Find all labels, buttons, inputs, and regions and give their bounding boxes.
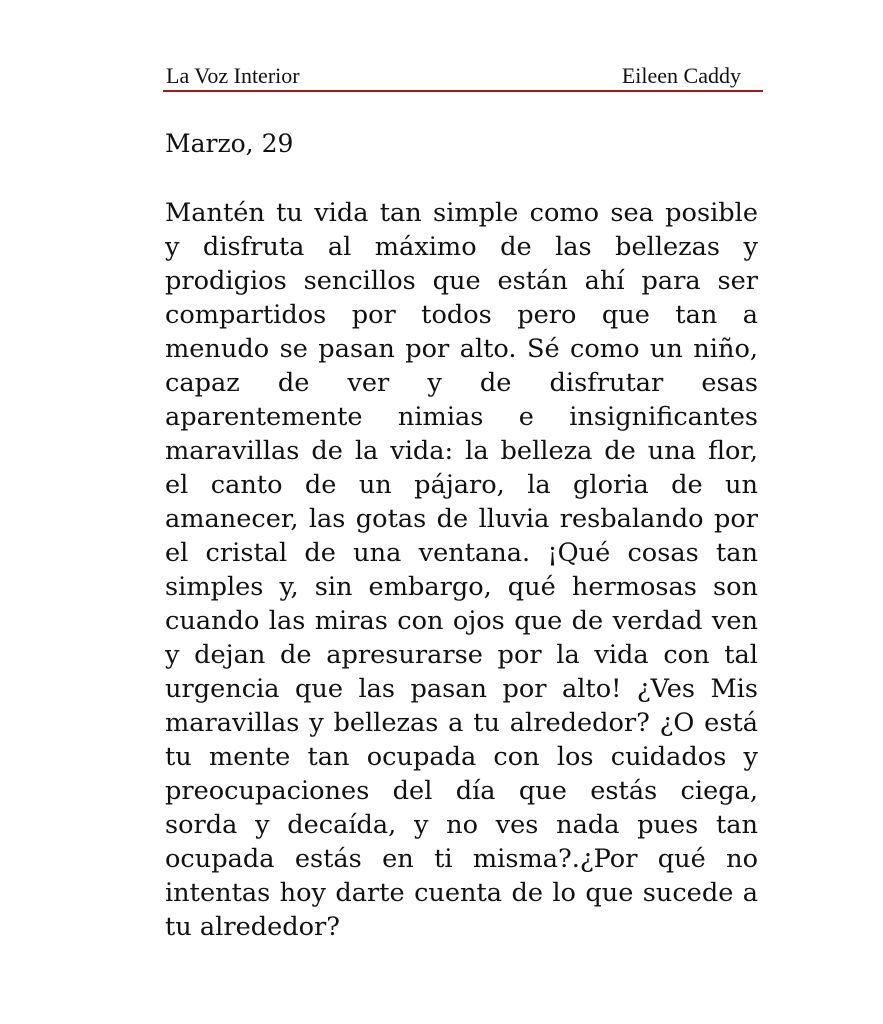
body-line: preocupaciones del día que estás ciega, <box>165 776 758 806</box>
body-line: amanecer, las gotas de lluvia resbalando por <box>165 504 758 534</box>
book-title: La Voz Interior <box>166 63 300 88</box>
body-line: prodigios sencillos que están ahí para ser <box>165 266 758 296</box>
body-line: urgencia que las pasan por alto! ¿Ves Mis <box>165 674 758 704</box>
body-line: el canto de un pájaro, la gloria de un <box>165 470 758 500</box>
body-line: y disfruta al máximo de las bellezas y <box>165 232 758 262</box>
body-line: tu alrededor? <box>165 912 341 942</box>
body-line: Mantén tu vida tan simple como sea posible <box>165 198 758 228</box>
body-line: simples y, sin embargo, qué hermosas son <box>165 572 758 602</box>
body-line: intentas hoy darte cuenta de lo que sucede a <box>165 878 758 908</box>
body-line: capaz de ver y de disfrutar esas <box>165 368 758 398</box>
body-line: maravillas de la vida: la belleza de una flor, <box>165 436 758 466</box>
body-line: sorda y decaída, y no ves nada pues tan <box>165 810 758 840</box>
body-line: ocupada estás en ti misma?.¿Por qué no <box>165 844 758 874</box>
body-line: tu mente tan ocupada con los cuidados y <box>165 742 758 772</box>
entry-date: Marzo, 29 <box>165 129 294 158</box>
running-header <box>163 62 763 92</box>
body-line: el cristal de una ventana. ¡Qué cosas tan <box>165 538 758 568</box>
body-line: compartidos por todos pero que tan a <box>165 300 758 330</box>
author-name: Eileen Caddy <box>621 63 741 88</box>
body-line: maravillas y bellezas a tu alrededor? ¿O está <box>165 708 758 738</box>
body-line: menudo se pasan por alto. Sé como un niño, <box>165 334 758 364</box>
entry-body <box>165 196 758 944</box>
body-line: cuando las miras con ojos que de verdad ven <box>165 606 758 636</box>
body-line: aparentemente nimias e insignificantes <box>165 402 758 432</box>
body-line: y dejan de apresurarse por la vida con tal <box>165 640 758 670</box>
